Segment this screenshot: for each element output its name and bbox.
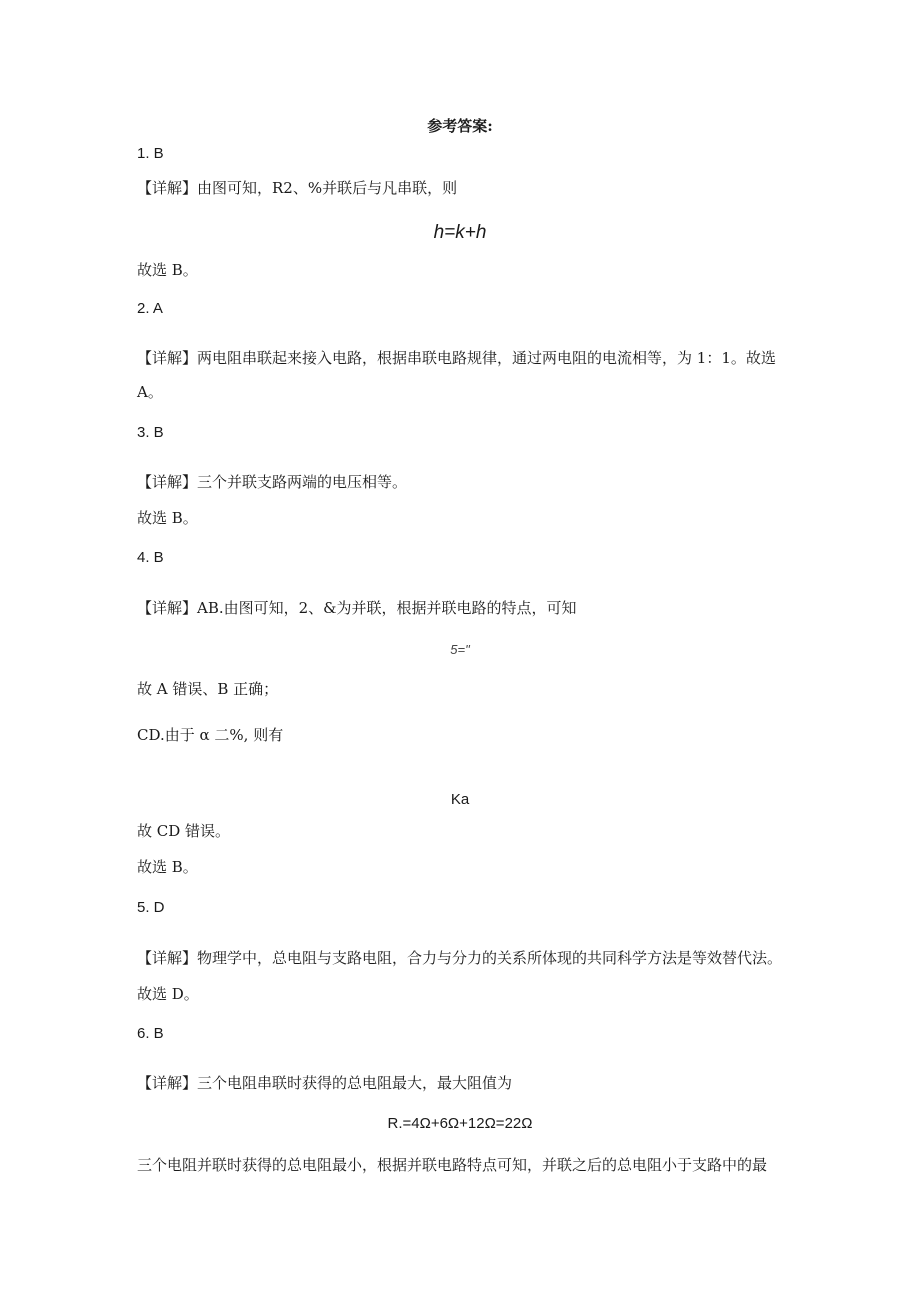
answer-4-explanation: 【详解】AB.由图可知，2、&为并联，根据并联电路的特点，可知 [137, 599, 577, 617]
answer-4-equation-2: Ka [450, 791, 470, 808]
answer-4-equation-1: 5=" [450, 642, 470, 657]
answer-1-label: 1. B [137, 145, 164, 162]
answer-4-cd-conclusion: 故 CD 错误。 [137, 822, 231, 840]
answer-2-explanation: 【详解】两电阻串联起来接入电路，根据串联电路规律，通过两电阻的电流相等，为 1：1。故选 A。 [137, 349, 776, 401]
answer-6-explanation: 【详解】三个电阻串联时获得的总电阻最大，最大阻值为 [137, 1074, 513, 1092]
answer-2-label: 2. A [137, 300, 163, 317]
answer-5-explanation: 【详解】物理学中，总电阻与支路电阻，合力与分力的关系所体现的共同科学方法是等效替代法。 [137, 949, 783, 967]
answer-3-choice: 故选 B。 [137, 509, 198, 527]
answer-6-label: 6. B [137, 1025, 164, 1042]
answer-1-explanation: 【详解】由图可知，R2、%并联后与凡串联，则 [137, 179, 458, 197]
answer-3-explanation: 【详解】三个并联支路两端的电压相等。 [137, 473, 408, 491]
answer-5-choice: 故选 D。 [137, 985, 199, 1003]
answer-5-label: 5. D [137, 899, 165, 916]
answer-6-equation: R.=4Ω+6Ω+12Ω=22Ω [387, 1115, 533, 1132]
answer-4-label: 4. B [137, 549, 164, 566]
answer-1-equation: h=k+h [433, 222, 487, 243]
answer-4-cd-reasoning: CD.由于 α 二%, 则有 [137, 726, 284, 744]
answer-3-label: 3. B [137, 424, 164, 441]
answer-6-continuation: 三个电阻并联时获得的总电阻最小，根据并联电路特点可知，并联之后的总电阻小于支路中的最 [137, 1156, 768, 1174]
answer-4-choice: 故选 B。 [137, 858, 198, 876]
answer-4-ab-conclusion: 故 A 错误、B 正确； [137, 680, 279, 698]
page-title: 参考答案: [427, 117, 493, 135]
answer-1-choice: 故选 B。 [137, 261, 198, 279]
